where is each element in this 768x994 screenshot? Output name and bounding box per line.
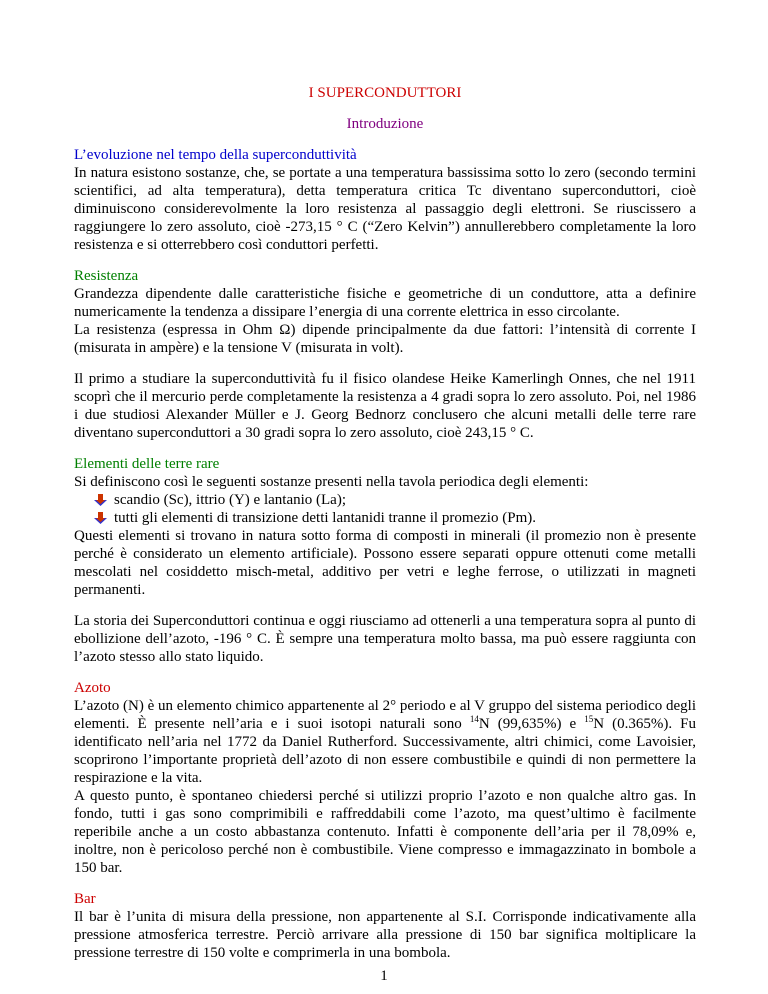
section-heading-evoluzione: L’evoluzione nel tempo della superconduttività (74, 147, 357, 163)
paragraph-storia-1: Il primo a studiare la superconduttività fu il fisico olandese Heike Kamerlingh Onnes, che nel 1911 scoprì che il mercurio perde completamente la resistenza a 4 gradi sopra lo zero assoluto. Poi, nel 1986 i due studiosi Alexander Müller e J. Georg Bednorz conclusero che alcuni metalli delle terre rare diventano superconduttori a 30 gradi sopra lo zero assoluto, cioè 243,15 ° C. (74, 371, 696, 441)
list-item (94, 509, 696, 527)
arrow-bullet-icon (94, 494, 107, 506)
document-title: I SUPERCONDUTTORI (308, 85, 462, 101)
section-heading-resistenza: Resistenza (74, 268, 139, 284)
list-item (94, 491, 696, 509)
paragraph-storia-2: La storia dei Superconduttori continua e oggi riusciamo ad ottenerli a una temperatura sopra al punto di ebollizione dell’azoto, -196 ° C. È sempre una temperatura molto bassa, ma può essere raggiunta con l’azoto stesso allo stato liquido. (74, 613, 696, 665)
paragraph-azoto-1: L’azoto (N) è un elemento chimico appartenente al 2° periodo e al V gruppo del sistema periodico degli elementi. È presente nell’aria e i suoi isotopi naturali sono $^{14}$N (99,635%) e $^{15}$N (0.365%). Fu identificato nell’aria nel 1772 da Daniel Rutherford. Successivamente, altri chimici, come Lavoisier, scoprirono l’importante proprietà dell’azoto di non essere combustibile e quindi di non permettere la respirazione e la vita. (74, 698, 696, 786)
paragraph-resistenza-1: Grandezza dipendente dalle caratteristiche fisiche e geometriche di un conduttore, atta a definire numericamente la tendenza a dissipare l’energia di una corrente elettrica in esso circolante. (74, 286, 696, 320)
terre-rare-list (74, 491, 696, 527)
paragraph-terre-rare-intro: Si definiscono così le seguenti sostanze presenti nella tavola periodica degli elementi: (74, 474, 589, 490)
section-heading-terre-rare: Elementi delle terre rare (74, 456, 220, 472)
paragraph-bar: Il bar è l’unita di misura della pressione, non appartenente al S.I. Corrisponde indicativamente alla pressione atmosferica terrestre. Perciò arrivare alla pressione di 150 bar significa moltiplicare la pressione terrestre di 150 volte e comprimerla in una bombola. (74, 909, 696, 961)
section-heading-bar: Bar (74, 891, 96, 907)
list-item-text: scandio (Sc), ittrio (Y) e lantanio (La); (114, 492, 347, 508)
section-heading-azoto: Azoto (74, 680, 111, 696)
paragraph-terre-rare-1: Questi elementi si trovano in natura sotto forma di composti in minerali (il promezio non è presente perché è considerato un elemento artificiale). Possono essere separati oppure ottenuti come metalli mescolati nel cosiddetto misch-metal, additivo per vetri e leghe ferrose, o utilizzati in magneti permanenti. (74, 528, 696, 598)
paragraph-resistenza-2: La resistenza (espressa in Ohm Ω) dipende principalmente da due fattori: l’intensità di corrente I (misurata in ampère) e la tensione V (misurata in volt). (74, 322, 696, 356)
document-page (74, 84, 696, 962)
paragraph-azoto-2: A questo punto, è spontaneo chiedersi perché si utilizzi proprio l’azoto e non qualche altro gas. In fondo, tutti i gas sono comprimibili e raffreddabili come l’azoto, ma quest’ultimo è facilmente reperibile anche a un costo abbastanza contenuto. Infatti è componente dell’aria per il 78,09% e, inoltre, non è pericoloso perché non è combustibile. Viene compresso e immagazzinato in bombole a 150 bar. (74, 788, 696, 876)
page-number: 1 (380, 968, 388, 984)
arrow-bullet-icon (94, 512, 107, 524)
document-subtitle: Introduzione (346, 116, 424, 132)
list-item-text: tutti gli elementi di transizione detti lantanidi tranne il promezio (Pm). (114, 510, 536, 526)
paragraph-evoluzione: In natura esistono sostanze, che, se portate a una temperatura bassissima sotto lo zero (secondo termini scientifici, ad alta temperatura), detta temperatura critica Tc diventano superconduttori, cioè diminuiscono considerevolmente la loro resistenza al passaggio degli elettroni. Se riuscissero a raggiungere lo zero assoluto, cioè -273,15 ° C (“Zero Kelvin”) annullerebbero completamente la loro resistenza e si otterrebbero così conduttori perfetti. (74, 165, 696, 253)
